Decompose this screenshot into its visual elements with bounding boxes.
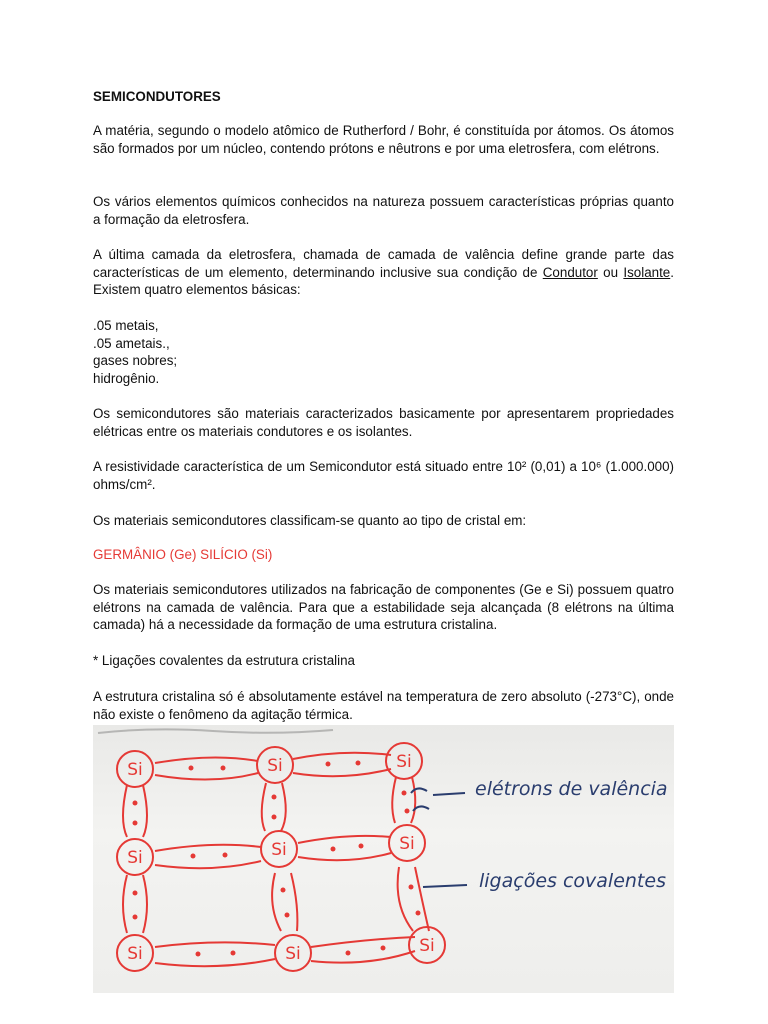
paragraph-crystal-types: Os materiais semicondutores classificam-se quanto ao tipo de cristal em: — [93, 513, 527, 528]
si-label: Si — [399, 834, 415, 854]
document-title: SEMICONDUTORES — [93, 89, 221, 104]
silicon-lattice-diagram — [93, 725, 674, 993]
si-label: Si — [127, 760, 143, 780]
list-item: .05 ametais., — [93, 335, 170, 351]
si-label: Si — [127, 848, 143, 868]
list-item: gases nobres; — [93, 353, 178, 369]
paragraph-absolute-zero: A estrutura cristalina só é absolutamente estável na temperatura de zero absoluto (-273°C), onde não existe o fenômeno da agitação térmica. — [93, 689, 674, 722]
element-list — [93, 317, 674, 387]
paragraph-elements: Os vários elementos químicos conhecidos na natureza possuem características próprias quanto a formação da eletrosfera. — [93, 194, 674, 227]
valence-text-ou: ou — [597, 264, 624, 280]
label-valence-electrons: elétrons de valência — [475, 778, 668, 800]
paragraph-valence-electrons: Os materiais semicondutores utilizados na fabricação de componentes (Ge e Si) possuem quatro elétrons na camada de valência. Para que a estabilidade seja alcançada (8 elétrons na última camada) há a necessidade da formação de uma estrutura cristalina. — [93, 582, 674, 633]
condutor-term: Condutor — [542, 264, 598, 280]
si-label: Si — [285, 944, 301, 964]
whiteboard-photo — [93, 725, 674, 993]
valence-text-b: . Existem quatro elementos básicas: — [93, 264, 674, 298]
list-item: hidrogênio. — [93, 370, 160, 386]
paragraph-resistivity: A resistividade característica de um Semicondutor está situado entre 10² (0,01) a 10⁶ (1.000.000) ohms/cm². — [93, 459, 674, 492]
list-item: .05 metais, — [93, 318, 159, 333]
valence-text-a: A última camada da eletrosfera, chamada de camada de valência define grande parte das características de um elemento, determinando inclusive sua condição de — [93, 247, 674, 280]
si-label: Si — [271, 840, 287, 860]
isolante-term: Isolante — [623, 264, 671, 280]
paragraph-atomic-model: A matéria, segundo o modelo atômico de Rutherford / Bohr, é constituída por átomos. Os átomos são formados por um núcleo, contendo prótons e nêutrons e por uma eletrosfera, com elétrons. — [93, 123, 674, 156]
si-label: Si — [419, 936, 435, 956]
si-label: Si — [396, 752, 412, 772]
annotation-arrows — [411, 788, 467, 887]
red-heading-ge-si: GERMÂNIO (Ge) SILÍCIO (Si) — [93, 547, 273, 562]
label-covalent-bonds: ligações covalentes — [479, 870, 666, 892]
si-labels — [127, 752, 435, 964]
si-label: Si — [127, 944, 143, 964]
paragraph-semiconductors: Os semicondutores são materiais caracterizados basicamente por apresentarem propriedades elétricas entre os materiais condutores e os isolantes. — [93, 406, 674, 439]
si-label: Si — [267, 756, 283, 776]
paragraph-valence-layer — [93, 246, 674, 299]
annotation-labels — [475, 778, 668, 892]
paragraph-covalent-bonds: * Ligações covalentes da estrutura cristalina — [93, 653, 356, 668]
